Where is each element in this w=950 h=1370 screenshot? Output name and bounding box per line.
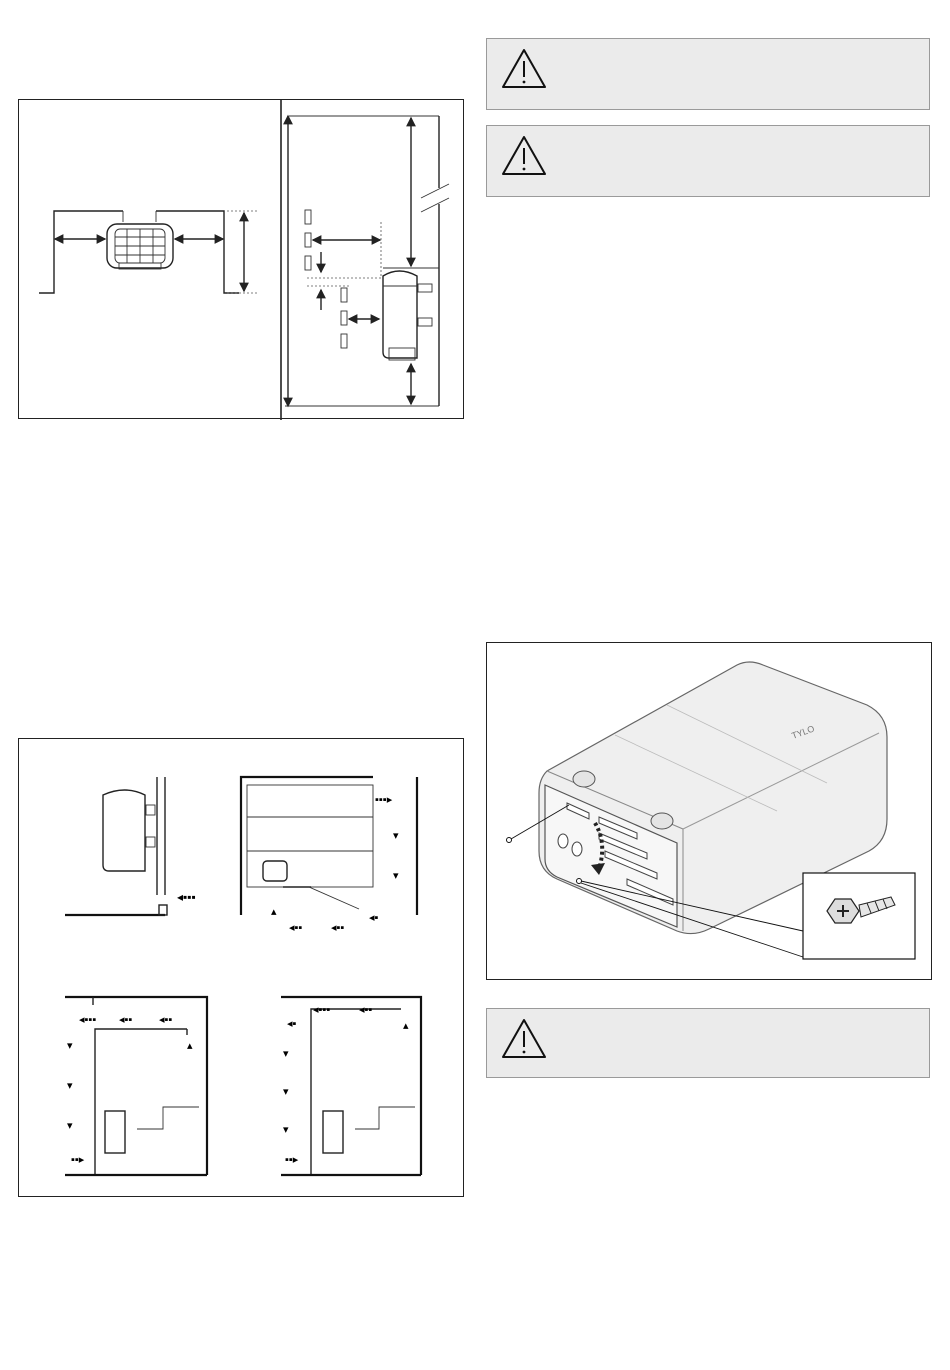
clearance-diagram — [18, 99, 464, 419]
airflow-arrow-icon: ◂▪▪▪ — [79, 1014, 97, 1026]
heater-unit-figure — [486, 642, 932, 980]
warning-triangle-icon — [501, 47, 547, 89]
airflow-arrow-icon: ▴ — [271, 906, 277, 918]
ventilation-diagram — [18, 738, 464, 1197]
side-view — [285, 116, 449, 406]
ventilation-option-d — [281, 997, 421, 1175]
airflow-arrow-icon: ◂▪▪ — [119, 1014, 133, 1026]
airflow-arrow-icon: ◂▪▪▪ — [177, 890, 196, 904]
airflow-arrow-icon: ▴ — [187, 1040, 193, 1052]
airflow-arrow-icon: ◂▪▪ — [359, 1004, 373, 1016]
heater-top-view-icon — [107, 224, 173, 269]
callout-point — [507, 838, 512, 843]
callout-point — [577, 879, 582, 884]
airflow-arrow-icon: ▾ — [283, 1086, 289, 1098]
airflow-arrow-icon: ◂▪ — [287, 1018, 297, 1030]
airflow-arrow-icon: ◂▪▪ — [159, 1014, 173, 1026]
airflow-arrow-icon: ▾ — [67, 1040, 73, 1052]
ventilation-option-a — [65, 777, 196, 915]
airflow-arrow-icon: ▾ — [67, 1080, 73, 1092]
warning-triangle-icon — [501, 1017, 547, 1059]
top-view — [39, 211, 259, 293]
heater-brand-logo: TYLO — [790, 723, 816, 741]
warning-triangle-icon — [501, 134, 547, 176]
airflow-arrow-icon: ▴ — [403, 1020, 409, 1032]
airflow-arrow-icon: ▾ — [393, 870, 399, 882]
ventilation-diagram-drawing — [19, 739, 465, 1198]
airflow-arrow-icon: ▾ — [393, 830, 399, 842]
airflow-arrow-icon: ▾ — [283, 1048, 289, 1060]
airflow-arrow-icon: ◂▪▪ — [289, 922, 303, 934]
warning-box — [486, 125, 930, 197]
heater-illustration — [487, 643, 931, 979]
warning-box — [486, 1008, 930, 1078]
screw-detail — [803, 873, 915, 959]
airflow-arrow-icon: ▪▪▪▸ — [375, 794, 393, 806]
ventilation-option-b — [241, 777, 417, 934]
airflow-arrow-icon: ▪▪▸ — [71, 1154, 85, 1166]
ventilation-option-c — [65, 997, 207, 1175]
airflow-arrow-icon: ◂▪ — [369, 912, 379, 924]
warning-box — [486, 38, 930, 110]
clearance-diagram-drawing — [19, 100, 465, 420]
airflow-arrow-icon: ▪▪▸ — [285, 1154, 299, 1166]
airflow-arrow-icon: ◂▪▪ — [331, 922, 345, 934]
airflow-arrow-icon: ◂▪▪▪ — [313, 1004, 331, 1016]
airflow-arrow-icon: ▾ — [67, 1120, 73, 1132]
heater-side-view-icon — [383, 268, 439, 360]
airflow-arrow-icon: ▾ — [283, 1124, 289, 1136]
